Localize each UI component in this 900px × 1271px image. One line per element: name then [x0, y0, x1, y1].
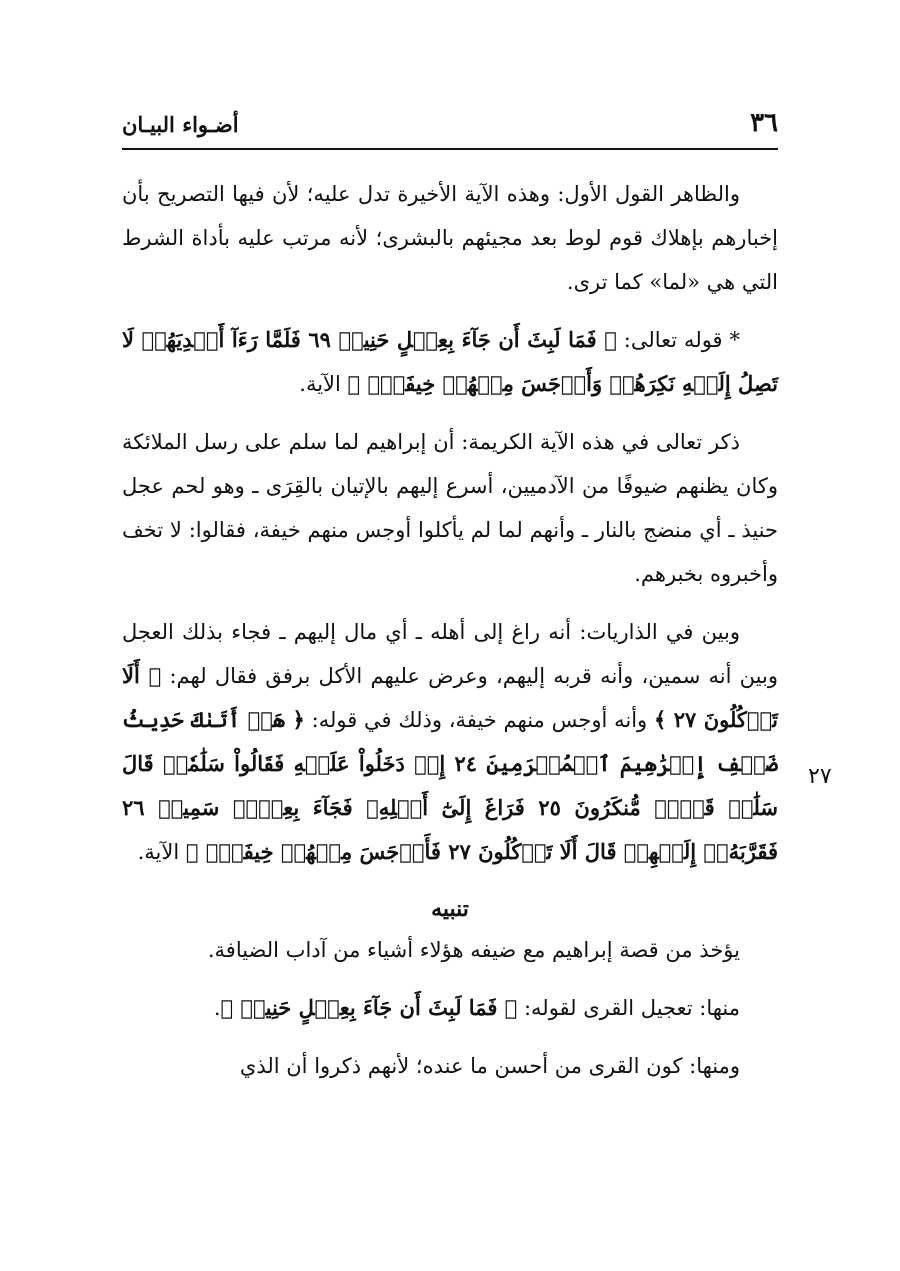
- paragraph-4-part-a: وبين في الذاريات: أنه راغ إلى أهله ـ أي مال إليهم ـ فجاء بذلك العجل وبين أنه سمين، وأنه قربه إليهم، وعرض عليهم الأكل برفق فقال لهم:: [122, 620, 778, 688]
- paragraph-2-lead: * قوله تعالى:: [616, 328, 741, 352]
- quran-verse-1: ﴿ فَمَا لَبِثَ أَن جَآءَ بِعِجۡلٍ حَنِيذٖ ٦٩ فَلَمَّا رَءَآ أَيۡدِيَهُمۡ لَا تَصِلُ إِلَيۡهِ نَكِرَهُمۡ وَأَوۡجَسَ مِنۡهُمۡ خِيفَةٗۚ ﴾: [122, 327, 778, 396]
- paragraph-4-part-b: وأنه أوجس منهم خيفة، وذلك في قوله:: [304, 708, 654, 732]
- margin-page-marker: ٢٧: [808, 764, 832, 789]
- section-heading: تنبيه: [431, 896, 469, 922]
- paragraph-6-lead: منها: تعجيل القرى لقوله:: [517, 996, 740, 1020]
- paragraph-3: ذكر تعالى في هذه الآية الكريمة: أن إبراهيم لما سلم على رسل الملائكة وكان يظنهم ضيوفًا من الآدميين، أسرع إليهم بالإتيان بالقِرَى ـ وهو لحم عجل حنيذ ـ أي منضج بالنار ـ وأنهم لما لم يأكلوا أوجس منهم خيفة، فقالوا: لا تخف وأخبروه بخبرهم.: [122, 430, 778, 586]
- header-rule: [122, 148, 778, 150]
- paragraph-4-tail: الآية.: [137, 840, 186, 864]
- quran-verse-3: ﴿ هَلۡ أَتَىٰكَ حَدِيثُ ضَيۡفِ إِبۡرَٰهِيمَ ٱلۡمُكۡرَمِينَ ٢٤ إِذۡ دَخَلُواْ عَلَيۡهِ فَقَالُواْ سَلَٰمٗاۖ قَالَ سَلَٰمٞ قَوۡمٞ مُّنكَرُونَ ٢٥ فَرَاغَ إِلَىٰٓ أَهۡلِهِۦ فَجَآءَ بِعِجۡلٖ سَمِينٖ ٢٦ فَقَرَّبَهُۥٓ إِلَيۡهِمۡ قَالَ أَلَا تَأۡكُلُونَ ٢٧ فَأَوۡجَسَ مِنۡهُمۡ خِيفَةٗۖ ﴾: [122, 707, 778, 864]
- page-header: [122, 108, 778, 144]
- paragraph-2-tail: الآية.: [299, 372, 348, 396]
- quran-verse-4: ﴿ فَمَا لَبِثَ أَن جَآءَ بِعِجۡلٍ حَنِيذٖ ﴾: [220, 995, 518, 1020]
- book-title: أضـواء البيـان: [122, 112, 239, 137]
- quran-verse-2: ﴿ أَلَا تَأۡكُلُونَ ٢٧ ﴾: [122, 663, 778, 732]
- paragraph-6: [122, 986, 778, 1030]
- page-body: [122, 172, 778, 1088]
- paragraph-1: والظاهر القول الأول: وهذه الآية الأخيرة تدل عليه؛ لأن فيها التصريح بأن إخبارهم بإهلاك قوم لوط بعد مجيئهم بالبشرى؛ لأنه مرتب عليه بأداة الشرط التي هي «لما» كما ترى.: [122, 182, 778, 294]
- paragraph-6-tail: .: [213, 996, 221, 1020]
- paragraph-2: [122, 318, 778, 406]
- paragraph-4: [122, 610, 778, 874]
- page-number: ٣٦: [750, 108, 778, 138]
- paragraph-5: يؤخذ من قصة إبراهيم مع ضيفه هؤلاء أشياء من آداب الضيافة.: [207, 938, 740, 962]
- paragraph-7: ومنها: كون القرى من أحسن ما عنده؛ لأنهم ذكروا أن الذي: [239, 1054, 740, 1078]
